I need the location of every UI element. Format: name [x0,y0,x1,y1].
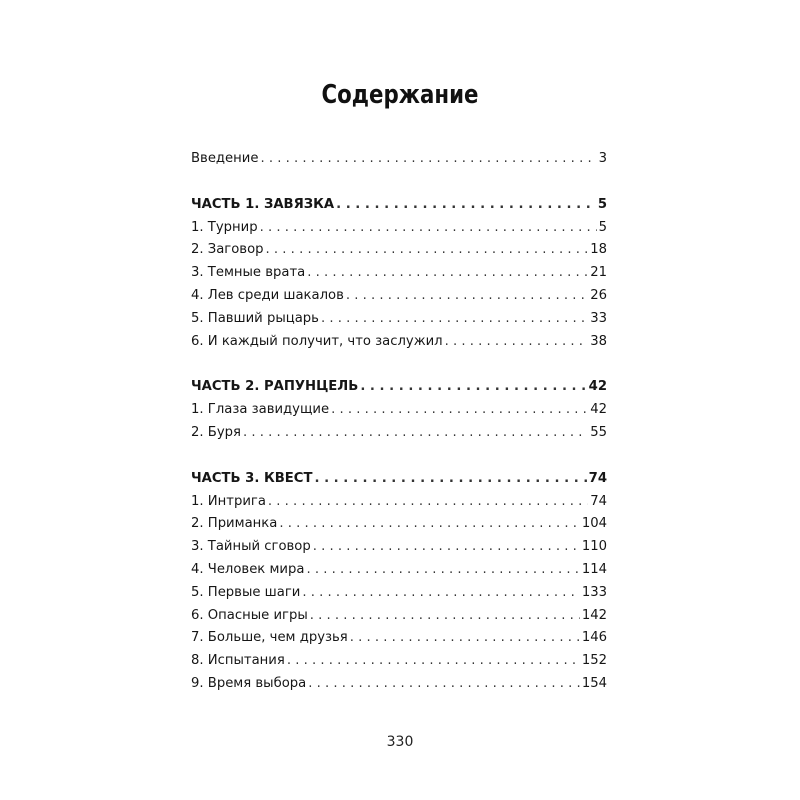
section-gap [191,445,607,468]
section-gap [191,171,607,194]
dot-leader [260,217,597,240]
toc-entry-label: 1. Глаза завидущие [191,402,330,418]
toc-entry-page: 3 [598,151,607,166]
toc-entry [191,627,607,650]
toc-entry [191,491,607,514]
toc-entry [191,331,607,354]
toc-entry-label: 3. Темные врата [191,265,306,281]
toc-entry-label: 9. Время выбора [191,675,307,691]
table-of-contents [191,148,607,696]
toc-entry-page: 42 [590,402,607,418]
toc-entry-page: 74 [590,493,607,509]
toc-entry [191,536,607,559]
section-gap [191,353,607,376]
toc-entry [191,217,607,240]
dot-leader [243,422,588,445]
dot-leader [360,376,586,399]
dot-leader [445,331,589,354]
toc-entry-page: 55 [590,424,607,440]
toc-part-3 [191,468,607,491]
toc-entry-label: 2. Заговор [191,242,264,258]
toc-part-label: ЧАСТЬ 3. КВЕСТ [191,470,313,486]
toc-entry-page: 152 [581,653,607,669]
toc-entry-page: 146 [581,630,607,646]
toc-entry [191,605,607,628]
dot-leader [350,627,580,650]
toc-entry [191,650,607,673]
toc-entry-label: 5. Первые шаги [191,584,301,600]
toc-entry-page: 5 [598,219,607,235]
dot-leader [310,605,580,628]
toc-entry-page: 18 [590,242,607,258]
toc-entry [191,239,607,262]
toc-entry-page: 26 [590,287,607,303]
toc-entry-label: 6. И каждый получит, что заслужил [191,333,443,349]
toc-entry-label: 4. Человек мира [191,561,305,577]
toc-entry-intro [191,148,607,171]
toc-entry [191,308,607,331]
toc-entry [191,285,607,308]
toc-entry-page: 133 [581,584,607,600]
toc-entry-label: 4. Лев среди шакалов [191,287,344,303]
toc-entry-label: 5. Павший рыцарь [191,310,319,326]
dot-leader [306,559,579,582]
dot-leader [313,536,580,559]
toc-part-page: 5 [597,196,607,212]
toc-entry-label: 8. Испытания [191,653,285,669]
toc-entry [191,399,607,422]
toc-part-label: ЧАСТЬ 1. ЗАВЯЗКА [191,196,335,212]
toc-entry [191,582,607,605]
toc-entry-page: 21 [590,265,607,281]
toc-entry-label: 1. Турнир [191,219,258,235]
page-number: 330 [386,734,414,750]
toc-entry [191,262,607,285]
toc-entry [191,559,607,582]
dot-leader [260,148,596,171]
toc-entry-page: 33 [590,310,607,326]
dot-leader [331,399,588,422]
dot-leader [314,468,586,491]
toc-part-label: ЧАСТЬ 2. РАПУНЦЕЛЬ [191,379,359,395]
toc-entry-page: 154 [581,675,607,691]
toc-entry-label: 2. Буря [191,424,241,440]
dot-leader [302,582,580,605]
toc-entry-label: 7. Больше, чем друзья [191,630,348,646]
toc-entry [191,422,607,445]
toc-entry-page: 114 [581,561,607,577]
toc-entry-label: 1. Интрига [191,493,266,509]
toc-entry-page: 110 [581,539,607,555]
dot-leader [308,673,580,696]
dot-leader [287,650,580,673]
dot-leader [266,239,589,262]
toc-part-page: 42 [588,379,607,395]
toc-part-2 [191,376,607,399]
toc-entry-label: 6. Опасные игры [191,607,308,623]
toc-entry [191,673,607,696]
toc-entry-label: Введение [191,151,259,166]
dot-leader [336,194,596,217]
toc-entry-label: 3. Тайный сговор [191,539,311,555]
dot-leader [321,308,588,331]
dot-leader [346,285,588,308]
toc-entry-page: 142 [581,607,607,623]
dot-leader [279,513,579,536]
toc-entry [191,513,607,536]
toc-entry-label: 2. Приманка [191,516,278,532]
toc-entry-page: 38 [590,333,607,349]
page-title: Содержание [321,80,479,110]
dot-leader [268,491,588,514]
dot-leader [307,262,588,285]
toc-part-page: 74 [588,470,607,486]
toc-part-1 [191,194,607,217]
toc-entry-page: 104 [581,516,607,532]
